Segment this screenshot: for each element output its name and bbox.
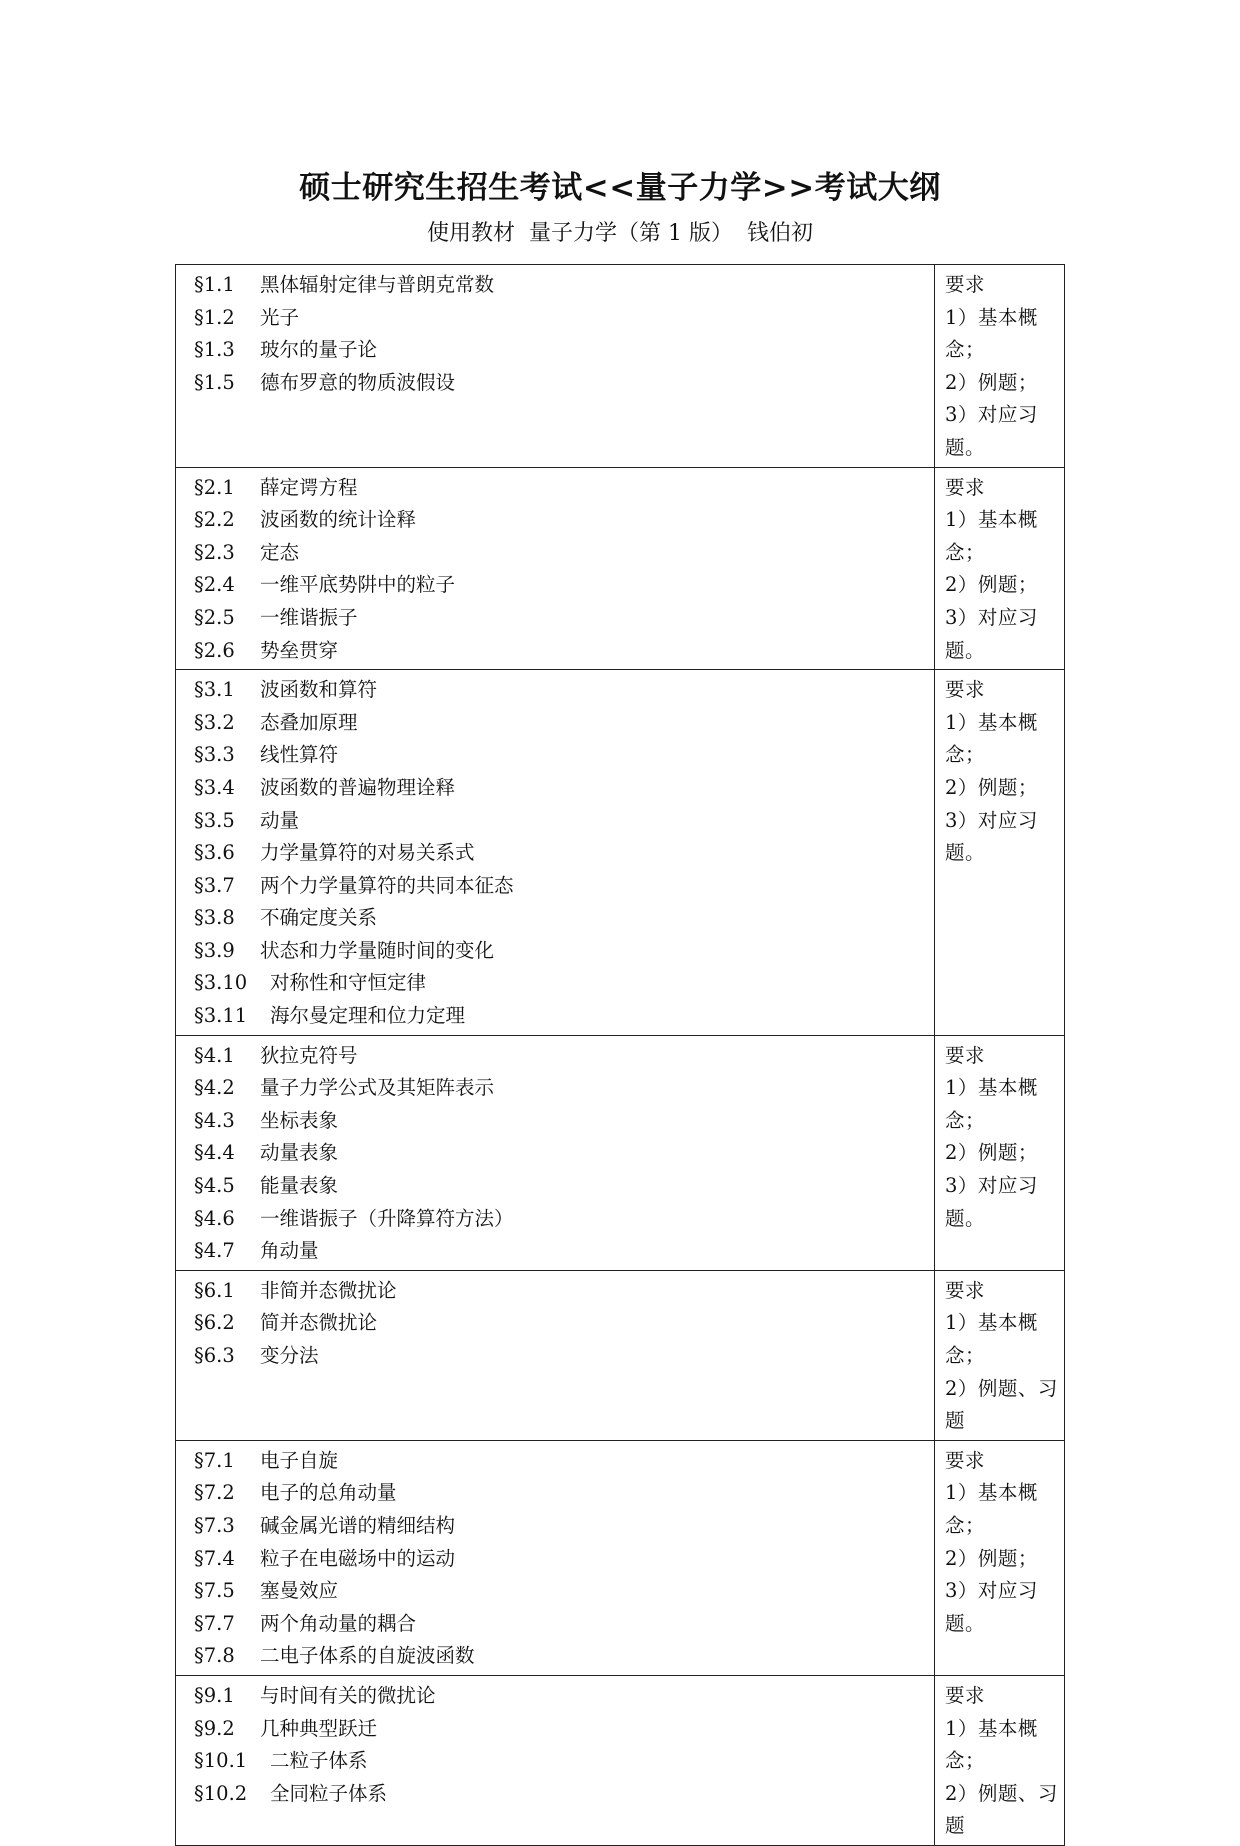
topic-line [194, 1680, 934, 1713]
section-number: §6.3 [194, 1344, 235, 1367]
topic-line [194, 1713, 934, 1746]
chapter-topics-cell [176, 265, 935, 468]
section-title: 简并态微扰论 [260, 1311, 378, 1335]
chapter-topics-cell [176, 1035, 935, 1270]
section-number: §2.1 [194, 475, 235, 499]
section-title: 线性算符 [260, 743, 339, 767]
section-title: 状态和力学量随时间的变化 [260, 938, 495, 962]
section-number: §3.6 [194, 841, 235, 865]
topic-line [194, 1235, 934, 1268]
topic-line [194, 1275, 934, 1308]
section-number: §6.1 [194, 1278, 235, 1302]
section-title: 二粒子体系 [270, 1749, 368, 1773]
requirement-item: 3）对应习题。 [945, 605, 1038, 662]
textbook-subtitle: 使用教材 量子力学（第 1 版） 钱伯初 [427, 221, 813, 246]
topic-line [194, 472, 934, 505]
topic-line [194, 1203, 934, 1236]
topic-line [194, 1575, 934, 1608]
chapter-row [176, 1270, 1065, 1440]
section-title: 动量表象 [260, 1141, 339, 1165]
requirement-item: 2）例题； [945, 1546, 1038, 1570]
topic-line [194, 902, 934, 935]
topic-line [194, 805, 934, 838]
requirements-cell [935, 467, 1065, 670]
section-number: §4.1 [194, 1043, 235, 1067]
topic-line [194, 739, 934, 772]
topic-line [194, 1477, 934, 1510]
requirements-cell [935, 1440, 1065, 1675]
topic-line [194, 1510, 934, 1543]
requirements-heading: 要求 [945, 1448, 986, 1472]
section-number: §3.10 [194, 971, 248, 995]
topic-line [194, 334, 934, 367]
topic-line [194, 1608, 934, 1641]
requirement-item: 1）基本概念； [945, 305, 1038, 362]
topic-line [194, 837, 934, 870]
chapter-topics-cell [176, 467, 935, 670]
topic-line [194, 1640, 934, 1673]
section-number: §3.3 [194, 743, 235, 767]
section-title: 坐标表象 [260, 1108, 339, 1132]
requirement-item: 1）基本概念； [945, 1311, 1038, 1367]
requirements-heading: 要求 [945, 678, 986, 702]
section-number: §9.2 [194, 1716, 235, 1740]
topic-line [194, 635, 934, 668]
topic-line [194, 707, 934, 740]
requirement-item: 2）例题； [945, 1141, 1038, 1165]
section-title: 海尔曼定理和位力定理 [270, 1004, 466, 1028]
section-number: §10.1 [194, 1749, 248, 1773]
section-number: §3.1 [194, 678, 235, 702]
section-number: §4.3 [194, 1108, 235, 1132]
requirement-item: 2）例题、习题 [945, 1781, 1058, 1838]
topic-line [194, 302, 934, 335]
section-number: §1.2 [194, 305, 235, 329]
section-title: 一维平底势阱中的粒子 [260, 573, 456, 597]
section-number: §9.1 [194, 1683, 235, 1707]
section-number: §3.9 [194, 938, 235, 962]
section-title: 碱金属光谱的精细结构 [260, 1513, 456, 1537]
section-number: §7.8 [194, 1644, 235, 1668]
section-number: §2.2 [194, 508, 235, 532]
topic-line [194, 1105, 934, 1138]
section-title: 薛定谔方程 [260, 475, 358, 499]
syllabus-table-body [176, 265, 1065, 1846]
topic-line [194, 1170, 934, 1203]
section-title: 电子的总角动量 [260, 1481, 397, 1505]
requirement-item: 1）基本概念； [945, 1716, 1038, 1773]
topic-line [194, 1307, 934, 1340]
section-number: §3.7 [194, 873, 235, 897]
section-title: 力学量算符的对易关系式 [260, 841, 475, 865]
syllabus-table [175, 264, 1065, 1846]
section-number: §4.2 [194, 1076, 235, 1100]
section-number: §10.2 [194, 1781, 248, 1805]
chapter-topics-cell [176, 1440, 935, 1675]
section-number: §3.8 [194, 906, 235, 930]
section-title: 玻尔的量子论 [260, 338, 378, 362]
chapter-row [176, 670, 1065, 1036]
requirements-cell [935, 670, 1065, 1036]
section-title: 两个力学量算符的共同本征态 [260, 873, 514, 897]
section-title: 二电子体系的自旋波函数 [260, 1644, 475, 1668]
topic-line [194, 504, 934, 537]
topic-line [194, 1745, 934, 1778]
section-title: 与时间有关的微扰论 [260, 1683, 436, 1707]
section-number: §3.4 [194, 775, 235, 799]
topic-line [194, 1072, 934, 1105]
section-title: 波函数的普遍物理诠释 [260, 775, 456, 799]
section-title: 对称性和守恒定律 [270, 971, 427, 995]
section-title: 非简并态微扰论 [260, 1278, 397, 1302]
requirements-cell [935, 1675, 1065, 1845]
section-title: 势垒贯穿 [260, 638, 339, 662]
requirement-item: 1）基本概念； [945, 1076, 1038, 1132]
topic-line [194, 1373, 934, 1406]
chapter-topics-cell [176, 1270, 935, 1440]
topic-line [194, 602, 934, 635]
requirements-heading: 要求 [945, 273, 986, 296]
requirement-item: 3）对应习题。 [945, 808, 1038, 865]
topic-line [194, 935, 934, 968]
topic-line [194, 1000, 934, 1033]
topic-line [194, 967, 934, 1000]
requirement-item: 1）基本概念； [945, 710, 1038, 767]
chapter-row [176, 467, 1065, 670]
section-number: §3.11 [194, 1004, 248, 1028]
section-number: §1.3 [194, 338, 235, 362]
requirement-item: 1）基本概念； [945, 1481, 1038, 1537]
requirement-item: 3）对应习题。 [945, 403, 1038, 459]
section-title: 变分法 [260, 1344, 319, 1367]
section-number: §4.6 [194, 1206, 235, 1230]
topic-line [194, 1040, 934, 1073]
requirements-heading: 要求 [945, 1683, 986, 1707]
requirements-heading: 要求 [945, 1278, 986, 1302]
section-number: §7.7 [194, 1611, 235, 1635]
section-number: §7.3 [194, 1513, 235, 1537]
topic-line [194, 269, 934, 302]
section-title: 光子 [260, 305, 300, 329]
section-title: 态叠加原理 [260, 710, 358, 734]
section-title: 不确定度关系 [260, 906, 378, 930]
requirement-item: 1）基本概念； [945, 508, 1038, 564]
section-title: 塞曼效应 [260, 1579, 339, 1603]
topic-line [194, 537, 934, 570]
chapter-row [176, 1035, 1065, 1270]
section-title: 黑体辐射定律与普朗克常数 [260, 273, 495, 296]
section-title: 定态 [260, 540, 300, 564]
requirement-item: 2）例题； [945, 573, 1038, 597]
section-title: 狄拉克符号 [260, 1043, 358, 1067]
section-number: §2.6 [194, 638, 235, 662]
section-number: §7.5 [194, 1579, 235, 1603]
section-number: §1.5 [194, 370, 235, 394]
section-number: §2.3 [194, 540, 235, 564]
topic-line [194, 772, 934, 805]
topic-line [194, 367, 934, 400]
section-number: §1.1 [194, 273, 235, 296]
section-number: §4.5 [194, 1174, 235, 1198]
section-title: 两个角动量的耦合 [260, 1611, 417, 1635]
section-number: §2.4 [194, 573, 235, 597]
topic-line [194, 1137, 934, 1170]
section-number: §7.2 [194, 1481, 235, 1505]
topic-line [194, 1543, 934, 1576]
section-number: §4.4 [194, 1141, 235, 1165]
section-title: 波函数的统计诠释 [260, 508, 417, 532]
chapter-row [176, 265, 1065, 468]
section-title: 能量表象 [260, 1174, 339, 1198]
section-number: §7.1 [194, 1448, 235, 1472]
topic-line [194, 569, 934, 602]
topic-line [194, 1340, 934, 1373]
page-title: 硕士研究生招生考试<<量子力学>>考试大纲 [299, 170, 941, 206]
chapter-topics-cell [176, 670, 935, 1036]
chapter-topics-cell [176, 1675, 935, 1845]
chapter-row [176, 1440, 1065, 1675]
section-number: §3.5 [194, 808, 235, 832]
topic-line [194, 1445, 934, 1478]
section-number: §4.7 [194, 1239, 235, 1263]
requirements-cell [935, 1270, 1065, 1440]
section-title: 波函数和算符 [260, 678, 378, 702]
requirement-item: 3）对应习题。 [945, 1579, 1038, 1635]
section-number: §3.2 [194, 710, 235, 734]
section-number: §6.2 [194, 1311, 235, 1335]
requirements-heading: 要求 [945, 1043, 986, 1067]
section-title: 角动量 [260, 1239, 319, 1263]
section-title: 一维谐振子 [260, 605, 358, 629]
section-title: 一维谐振子（升降算符方法） [260, 1206, 514, 1230]
section-title: 电子自旋 [260, 1448, 339, 1472]
section-title: 粒子在电磁场中的运动 [260, 1546, 456, 1570]
requirement-item: 3）对应习题。 [945, 1174, 1038, 1230]
section-title: 几种典型跃迁 [260, 1716, 378, 1740]
topic-line [194, 1778, 934, 1811]
topic-line [194, 870, 934, 903]
section-title: 量子力学公式及其矩阵表示 [260, 1076, 495, 1100]
section-number: §2.5 [194, 605, 235, 629]
requirements-cell [935, 1035, 1065, 1270]
chapter-row [176, 1675, 1065, 1845]
topic-line [194, 674, 934, 707]
section-title: 动量 [260, 808, 300, 832]
requirement-item: 2）例题； [945, 370, 1038, 394]
section-number: §7.4 [194, 1546, 235, 1570]
requirements-cell [935, 265, 1065, 468]
requirement-item: 2）例题； [945, 775, 1038, 799]
section-title: 德布罗意的物质波假设 [260, 370, 456, 394]
section-title: 全同粒子体系 [270, 1781, 388, 1805]
requirement-item: 2）例题、习题 [945, 1376, 1058, 1433]
requirements-heading: 要求 [945, 475, 986, 499]
